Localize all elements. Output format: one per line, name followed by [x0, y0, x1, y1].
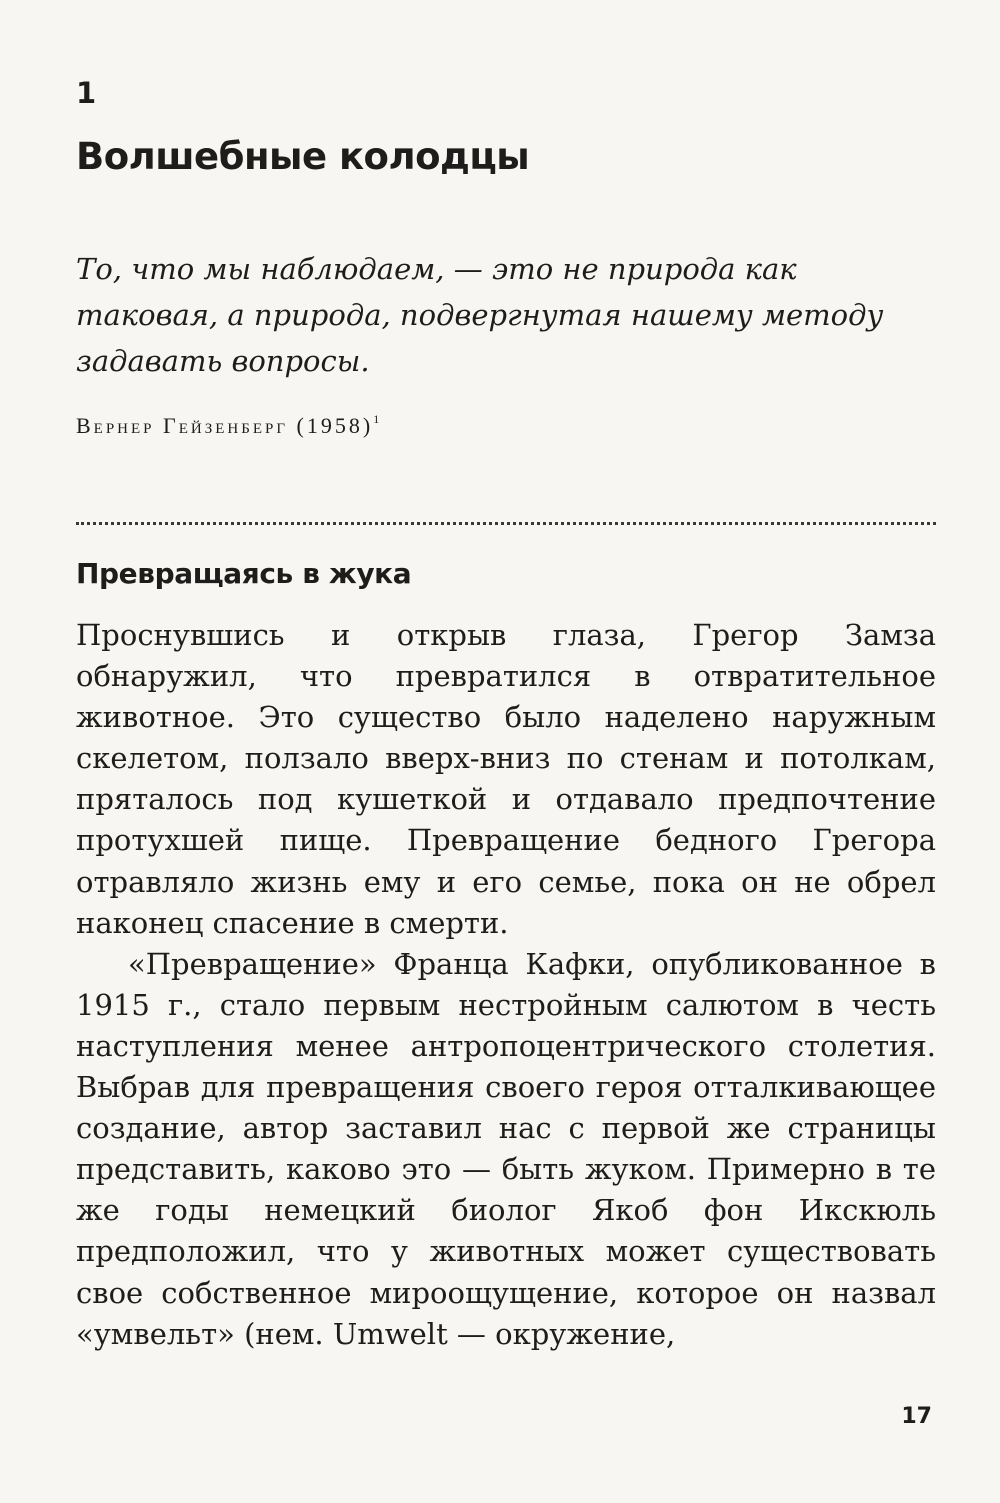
body-text	[76, 615, 936, 1355]
chapter-number: 1	[76, 76, 97, 110]
dotted-divider	[76, 522, 936, 525]
chapter-title: Волшебные колодцы	[76, 135, 530, 178]
page-number: 17	[901, 1404, 932, 1429]
epigraph-quote: То, что мы наблюдаем, — это не природа как таковая, а природа, подвергнутая нашему методу задавать вопросы.	[76, 252, 884, 378]
paragraph: Проснувшись и открыв глаза, Грегор Замза обнаружил, что превратился в отвратительное животное. Это существо было наделено наружным скелетом, ползало вверх-вниз по стенам и потолкам, пряталось под кушеткой и отдавало предпочтение протухшей пище. Превращение бедного Грегора отравляло жизнь ему и его семье, пока он не обрел наконец спасение в смерти.	[76, 618, 936, 940]
epigraph-author	[76, 404, 379, 441]
paragraph: «Превращение» Франца Кафки, опубликованное в 1915 г., стало первым нестройным салютом в честь наступления менее антропоцентрического столетия. Выбрав для превращения своего героя отталкивающее создание, автор заставил нас с первой же страницы представить, каково это — быть жуком. Примерно в те же годы немецкий биолог Якоб фон Икскюль предположил, что у животных может существовать свое собственное мироощущение, которое он назвал «умвельт» (нем. Umwelt — окружение,	[76, 946, 936, 1351]
epigraph-author-name: Вернер Гейзенберг (1958)	[76, 413, 374, 438]
section-title: Превращаясь в жука	[76, 557, 412, 590]
footnote-mark: 1	[373, 412, 380, 426]
